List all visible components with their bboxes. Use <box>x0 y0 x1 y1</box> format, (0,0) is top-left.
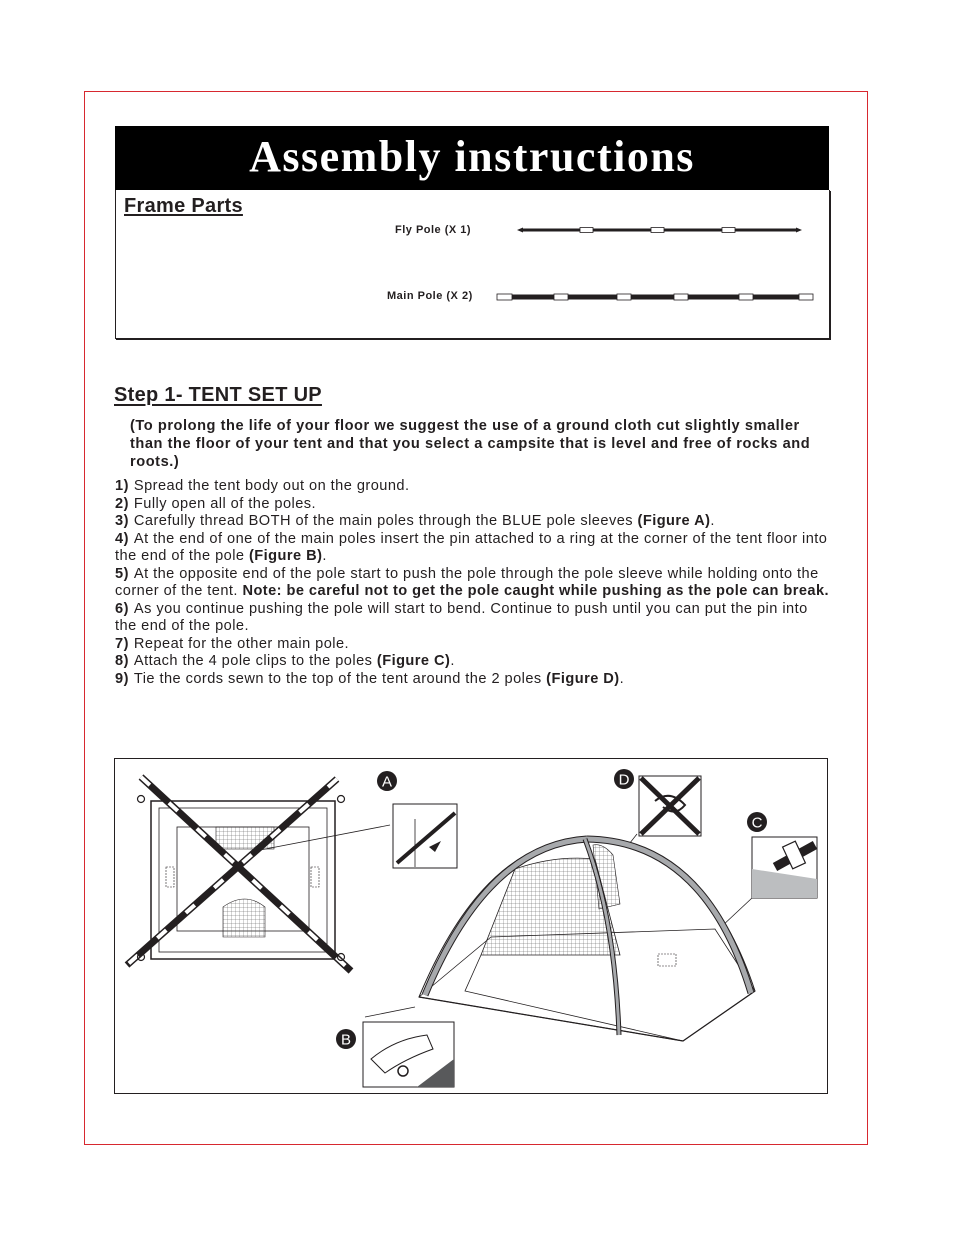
pin-ring-detail-icon <box>363 1007 454 1087</box>
page-title: Assembly instructions <box>249 132 695 181</box>
step-item-5: 5) At the opposite end of the pole start to push the pole through the pole sleeve while holding onto the corner of the tent. Note: be careful not to get the pole caught while pushing as the pole can break. <box>115 565 830 599</box>
step-item-2: 2) Fully open all of the poles. <box>115 495 317 512</box>
pole-sleeve-detail-icon <box>393 804 457 868</box>
step-item-8: 8) Attach the 4 pole clips to the poles (Figure C). <box>115 653 455 669</box>
svg-text:B: B <box>340 1031 352 1049</box>
callout-b <box>336 1029 356 1049</box>
callout-c <box>747 812 767 832</box>
callout-a <box>377 771 397 791</box>
poles-drawing <box>116 190 831 339</box>
fly-pole-label: Fly Pole (X 1) <box>395 224 472 236</box>
fly-pole-icon <box>517 228 802 233</box>
step-item-7: 7) Repeat for the other main pole. <box>115 635 350 652</box>
frame-parts-panel <box>115 190 830 339</box>
step-1-heading: Step 1- TENT SET UP <box>114 384 322 406</box>
step-item-6: 6) As you continue pushing the pole will start to bend. Continue to push until you can put the pin into the end of the pole. <box>115 600 808 634</box>
title-banner <box>115 126 829 190</box>
step-item-9: 9) Tie the cords sewn to the top of the tent around the 2 poles (Figure D). <box>115 670 625 687</box>
callout-d <box>614 769 634 789</box>
step-1-list <box>115 478 831 688</box>
assembly-figure <box>114 758 828 1094</box>
dome-tent-icon <box>419 839 755 1041</box>
svg-text:C: C <box>751 814 763 832</box>
main-pole-icon <box>497 294 813 300</box>
figure-drawing <box>115 759 829 1095</box>
step-item-1: 1) Spread the tent body out on the ground. <box>115 478 410 494</box>
step-item-4: 4) At the end of one of the main poles insert the pin attached to a ring at the corner of the tent floor into the end of the pole (Figure B). <box>115 530 828 564</box>
step-item-3: 3) Carefully thread BOTH of the main poles through the BLUE pole sleeves (Figure A). <box>115 513 715 529</box>
frame-parts-heading: Frame Parts <box>124 195 243 217</box>
svg-text:A: A <box>381 773 393 791</box>
main-pole-label: Main Pole (X 2) <box>387 290 473 302</box>
tent-floor-plan-icon <box>127 777 390 971</box>
pole-clip-detail-icon <box>721 837 817 927</box>
step-1-intro: (To prolong the life of your floor we suggest the use of a ground cloth cut slightly smaller than the floor of your tent and that you select a campsite that is level and free of rocks and roots.) <box>130 418 811 470</box>
svg-text:D: D <box>618 771 630 789</box>
